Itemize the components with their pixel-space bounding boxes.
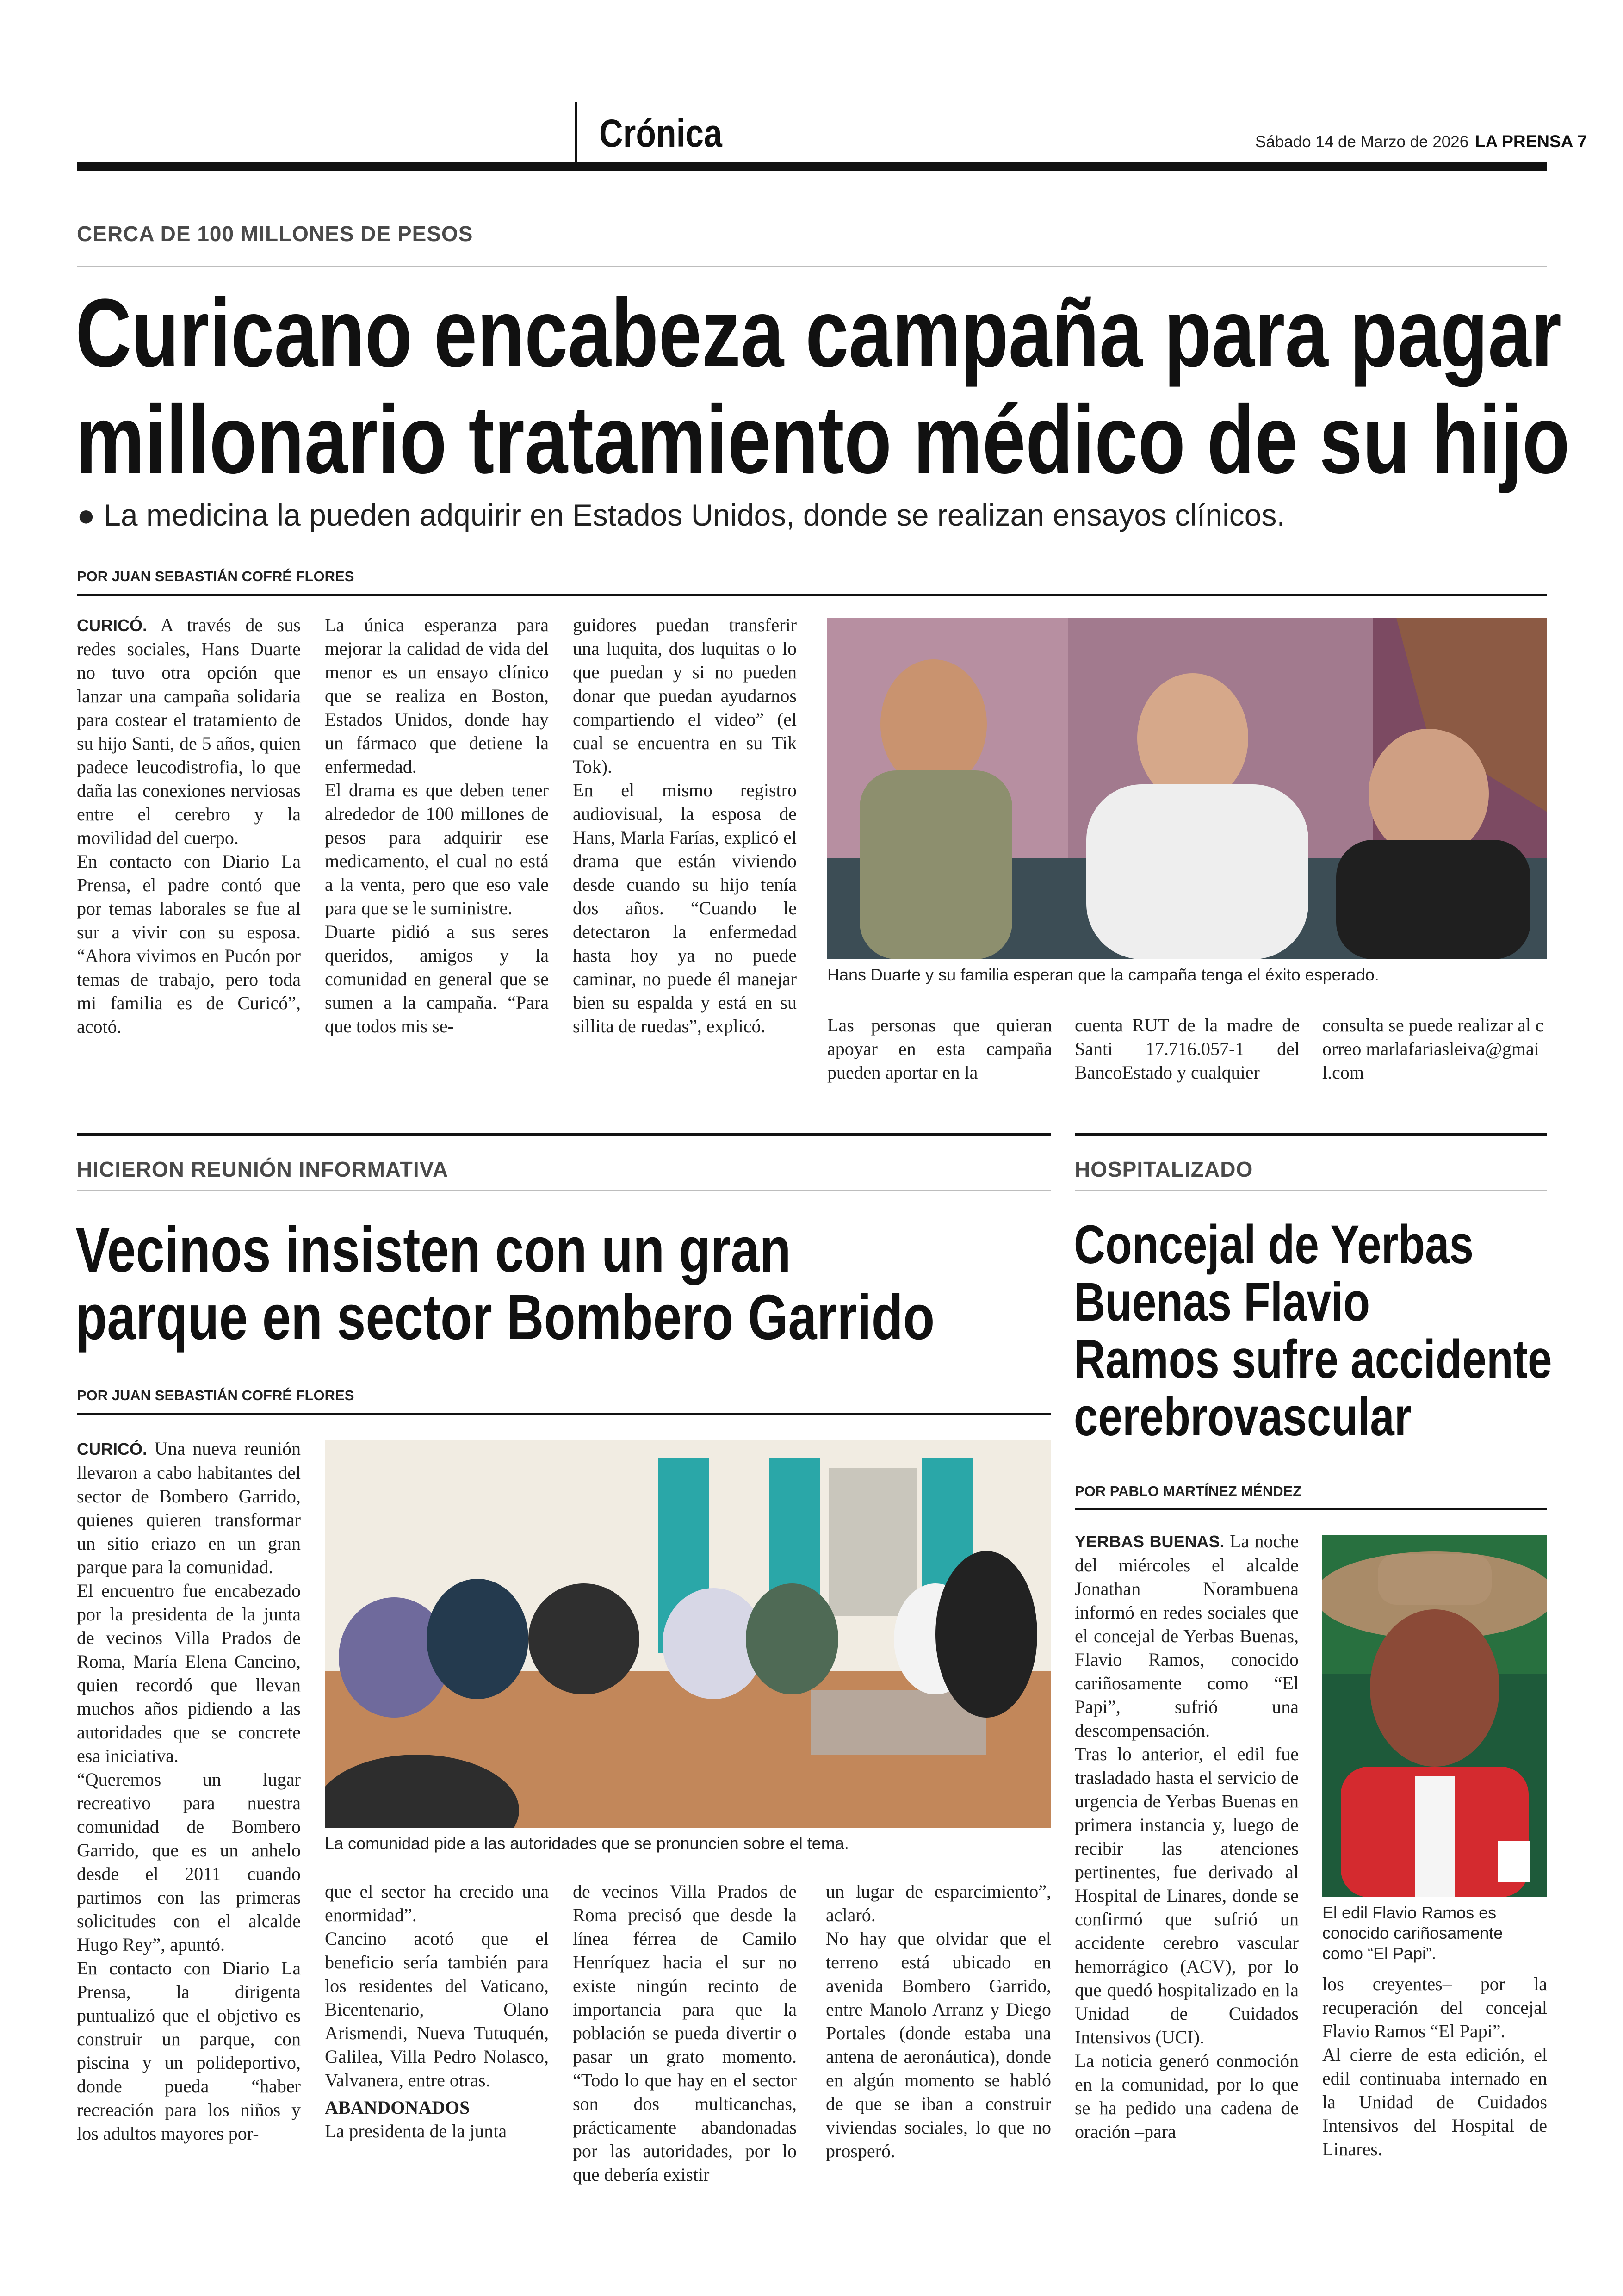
article1-col3: guidores puedan transferir una luquita, dos luquitas o lo que puedan y si no pueden donar que puedan ayudarnos compartiendo el video” (el cual se encuentra en su Tik Tok). En el mismo registro audiovisual, la esposa de Hans, Marla Farías, explicó el drama que están viviendo desde cuando su hijo tenía dos años. “Cuando le detectaron la enfermedad hasta hoy ya no puede caminar, no puede él manejar bien su espalda y está en su sillita de ruedas”, explicó. xyxy=(573,614,797,1036)
article2-top-rule xyxy=(77,1133,1051,1136)
article2-kicker: HICIERON REUNIÓN INFORMATIVA xyxy=(77,1157,449,1181)
byline-rule xyxy=(77,594,1547,596)
header-divider xyxy=(575,102,577,162)
article3-byline-rule xyxy=(1075,1508,1547,1510)
issue-date: Sábado 14 de Marzo de 2026 xyxy=(1255,133,1469,151)
article3-kicker-rule xyxy=(1075,1190,1547,1191)
article1-byline: POR JUAN SEBASTIÁN COFRÉ FLORES xyxy=(77,568,354,584)
article2-byline: POR JUAN SEBASTIÁN COFRÉ FLORES xyxy=(77,1387,354,1403)
paper-name: LA PRENSA 7 xyxy=(1475,132,1587,151)
article3-kicker: HOSPITALIZADO xyxy=(1075,1157,1253,1181)
article1-col1: CURICÓ. A través de sus redes sociales, Hans Duarte no tuvo otra opción que lanzar una campaña solidaria para costear el tratamiento de su hijo Santi, de 5 años, quien padece leucodistrofia, lo que daña las conexiones nerviosas entre el cerebro y la movilidad del cuerpo. En contacto con Diario La Prensa, el padre contó que por temas laborales se fue al sur a vivir con su esposa. “Ahora vivimos en Pucón por temas de trabajo, pero toda mi familia es de Curicó”, acotó. xyxy=(77,614,301,1037)
article1-col6: consulta se puede realizar al correo marlafariasleiva@gmail.com xyxy=(1322,1015,1544,1083)
article2-kicker-rule xyxy=(77,1190,1051,1191)
article1-photo-caption: Hans Duarte y su familia esperan que la campaña tenga el éxito esperado. xyxy=(827,965,1379,984)
article2-col4: un lugar de esparcimiento”, aclaró. No hay que olvidar que el terreno está ubicado en avenida Bombero Garrido, entre Manolo Arranz y Diego Portales (donde estaba una antena de aeronáutica), donde en algún momento se habló de que se iban a construir viviendas sociales, lo que no prosperó. xyxy=(826,1881,1051,2161)
article3-photo-caption: El edil Flavio Ramos es conocido cariñosamente como “El Papi”. xyxy=(1322,1903,1503,1963)
article1-col4: Las personas que quieran apoyar en esta campaña pueden aportar en la xyxy=(827,1015,1052,1083)
article2-col3: de vecinos Villa Prados de Roma precisó que desde la línea férrea de Camilo Henríquez hacia el sur no existe ningún recinto de importancia para que la población se pueda divertir o pasar un grato momento. “Todo lo que hay en el sector son dos multicanchas, prácticamente abandonadas por las autoridades, por lo que debería existir xyxy=(573,1881,797,2185)
header-rule xyxy=(77,162,1547,171)
article2-byline-rule xyxy=(77,1413,1051,1415)
article3-top-rule xyxy=(1075,1133,1547,1136)
article3-byline: POR PABLO MARTÍNEZ MÉNDEZ xyxy=(1075,1483,1302,1499)
article2-col1: CURICÓ. Una nueva reunión llevaron a cabo habitantes del sector de Bombero Garrido, quienes quieren transformar un sitio eriazo en un gran parque para la comunidad. El encuentro fue encabezado por la presidenta de la junta de vecinos Villa Prados de Roma, María Elena Cancino, quien recordó que llevan muchos años pidiendo a las autoridades que se concrete esa iniciativa. “Queremos un lugar recreativo para nuestra comunidad de Bombero Garrido, que es un anhelo desde el 2011 cuando partimos con las primeras solicitudes con el alcalde Hugo Rey”, apuntó. En contacto con Diario La Prensa, la dirigenta puntualizó que el objetivo es construir un parque, con piscina y un polideportivo, donde pueda “haber recreación para los niños y los adultos mayores por- xyxy=(77,1438,301,2144)
article1-col5: cuenta RUT de la madre de Santi 17.716.057-1 del BancoEstado y cualquier xyxy=(1075,1015,1300,1083)
article3-col1: YERBAS BUENAS. La noche del miércoles el alcalde Jonathan Norambuena informó en redes sociales que el concejal de Yerbas Buenas, Flavio Ramos, conocido cariñosamente como “El Papi”, sufrió una descompensación. Tras lo anterior, el edil fue trasladado hasta el servicio de urgencia de Yerbas Buenas en primera instancia y, luego de recibir las atenciones pertinentes, fue derivado al Hospital de Linares, donde se confirmó que sufrió un accidente cerebro vascular hemorrágico (ACV), por lo que quedó hospitalizado en la Unidad de Cuidados Intensivos (UCI). La noticia generó conmoción en la comunidad, por lo que se ha pedido una cadena de oración –para xyxy=(1075,1531,1299,2142)
family-photo xyxy=(827,618,1547,959)
dateline: YERBAS BUENAS. xyxy=(1075,1532,1225,1551)
kicker-rule xyxy=(77,266,1547,267)
article2-headline: Vecinos insisten con un gran parque en sector Bombero Garrido xyxy=(75,1214,935,1353)
article2-photo-caption: La comunidad pide a las autoridades que se pronuncien sobre el tema. xyxy=(325,1834,849,1853)
section-title: Crónica xyxy=(599,112,722,155)
page-number: 7 xyxy=(1577,132,1587,151)
article2-subhead: ABANDONADOS xyxy=(325,2097,470,2118)
article1-col2: La única esperanza para mejorar la calidad de vida del menor es un ensayo clínico que se realiza en Boston, Estados Unidos, donde hay un fármaco que detiene la enfermedad. El drama es que deben tener alrededor de 100 millones de pesos para adquirir ese medicamento, el cual no está a la venta, pero que eso vale para que se le suministre. Duarte pidió a sus seres queridos, amigos y la comunidad en general que se sumen a la campaña. “Para que todos mis se- xyxy=(325,614,549,1036)
portrait-photo xyxy=(1322,1535,1547,1897)
article2-col2: que el sector ha crecido una enormidad”. Cancino acotó que el beneficio sería también para los residentes del Vaticano, Bicentenario, Olano Arismendi, Nueva Tutuquén, Galilea, Villa Pedro Nolasco, Valvanera, entre otras. ABANDONADOS La presidenta de la junta xyxy=(325,1881,549,2141)
article3-headline: Concejal de Yerbas Buenas Flavio Ramos sufre accidente cerebrovascular xyxy=(1074,1214,1552,1447)
article1-kicker: CERCA DE 100 MILLONES DE PESOS xyxy=(77,222,473,246)
dateline: CURICÓ. xyxy=(77,1440,147,1458)
article3-col2: los creyentes– por la recuperación del concejal Flavio Ramos “El Papi”. Al cierre de esta edición, el edil continuaba internado en la Unidad de Cuidados Intensivos del Hospital de Linares. xyxy=(1322,1973,1547,2159)
bullet-icon: ● xyxy=(77,498,95,532)
meeting-photo xyxy=(325,1440,1051,1828)
article1-headline: Curicano encabeza campaña para pagar millonario tratamiento médico de su hijo xyxy=(75,279,1570,494)
dateline: CURICÓ. xyxy=(77,616,147,635)
article1-subhead: ● La medicina la pueden adquirir en Estados Unidos, donde se realizan ensayos clínicos. xyxy=(77,498,1285,532)
